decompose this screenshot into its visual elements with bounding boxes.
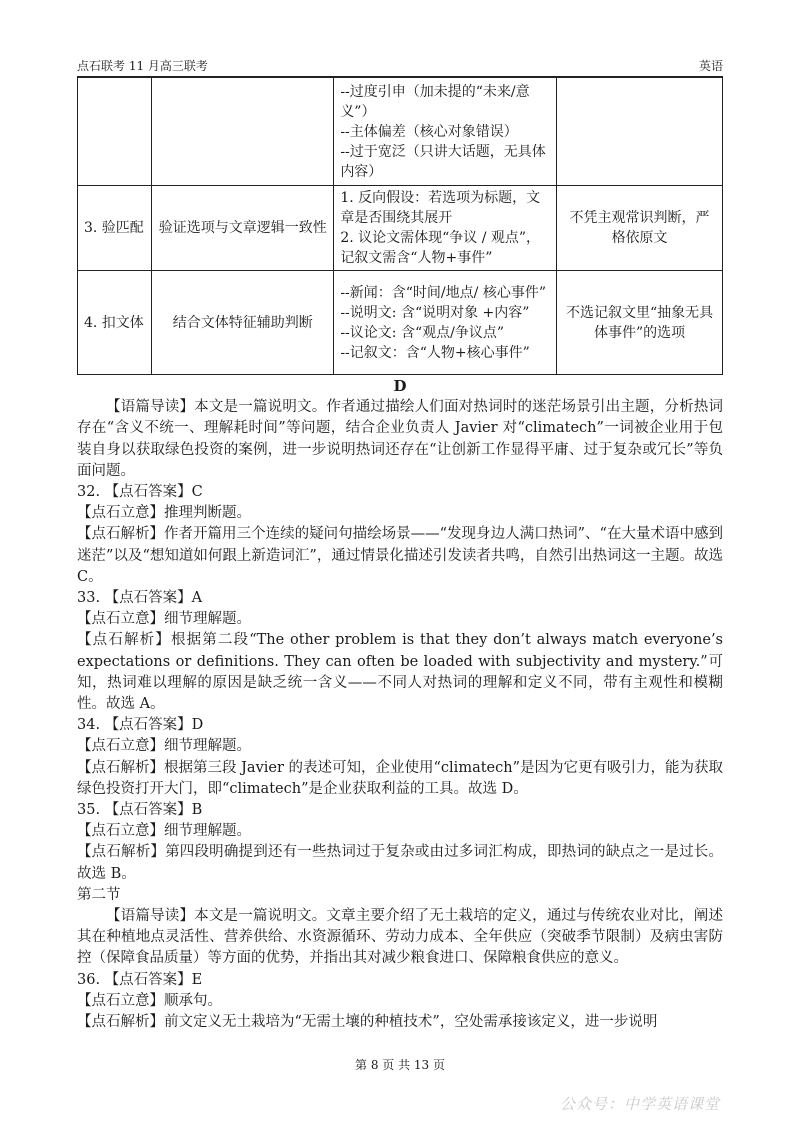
method-line: --记叙文：含“人物+核心事件” xyxy=(340,344,530,361)
method-line: 2. 议论文需体现“争议 / 观点”，记叙文需含“人物+事件” xyxy=(340,230,541,266)
section-heading-2: 第二节 xyxy=(77,886,121,903)
header-subject: 英语 xyxy=(698,59,723,73)
q36-explanation: 【点石解析】前文定义无土栽培为“无需土壤的种植技术”，空处需承接该定义，进一步说明 xyxy=(77,1014,658,1031)
method-line: --过于宽泛（只讲大话题，无具体内容） xyxy=(340,143,546,180)
table-cell-step: 3. 验匹配 xyxy=(78,186,152,271)
table-row xyxy=(78,271,723,375)
table-cell-method xyxy=(334,78,557,186)
q34-type: 【点石立意】细节理解题。 xyxy=(77,738,251,755)
table-cell-purpose: 结合文体特征辅助判断 xyxy=(152,271,334,375)
q33-answer: 33. 【点石答案】A xyxy=(77,590,203,607)
table-row xyxy=(78,186,723,271)
q36-type: 【点石立意】顺承句。 xyxy=(77,992,222,1009)
q36-answer: 36. 【点石答案】E xyxy=(77,971,203,988)
passage-guide-d: 【语篇导读】本文是一篇说明文。作者通过描绘人们面对热词时的迷茫场景引出主题，分析热词存在“含义不统一、理解耗时间”等问题，结合企业负责人 Javier 对“climatech”一词被企业用于包装自身以获取绿色投资的案例，进一步说明热词还存在“让创新工作显得平庸、过于复杂或冗长”等负面问题。 xyxy=(77,399,723,479)
table-row xyxy=(78,78,723,186)
method-line: --新闻：含“时间/地点/ 核心事件” xyxy=(340,284,546,301)
header-exam-title: 点石联考 11 月高三联考 xyxy=(77,59,208,73)
table-cell-note: 不凭主观常识判断，严格依原文 xyxy=(557,186,723,271)
strategy-table xyxy=(77,77,723,375)
table-cell-step xyxy=(78,78,152,186)
table-cell-note xyxy=(557,78,723,186)
q32-type: 【点石立意】推理判断题。 xyxy=(77,505,251,522)
q33-type: 【点石立意】细节理解题。 xyxy=(77,611,251,628)
q34-explanation: 【点石解析】根据第三段 Javier 的表述可知，企业使用“climatech”是因为它更有吸引力，能为获取绿色投资打开大门，即“climatech”是企业获取利益的工具。故选 D。 xyxy=(77,759,723,797)
watermark: 公众号：中学英语课堂 xyxy=(560,1095,721,1113)
table-cell-step: 4. 扣文体 xyxy=(78,271,152,375)
q35-answer: 35. 【点石答案】B xyxy=(77,802,203,819)
passage-guide-2: 【语篇导读】本文是一篇说明文。文章主要介绍了无土栽培的定义，通过与传统农业对比，阐述其在种植地点灵活性、营养供给、水资源循环、劳动力成本、全年供应（突破季节限制）及病虫害防控（保障食品质量）等方面的优势，并指出其对减少粮食进口、保障粮食供应的意义。 xyxy=(77,908,723,967)
table-cell-purpose: 验证选项与文章逻辑一致性 xyxy=(152,186,334,271)
q33-explanation: 【点石解析】根据第二段“The other problem is that they don’t always match everyone’s expectations or definitions. They can often be loaded with subjectivity and mystery.”可知，热词难以理解的原因是缺乏统一含义——不同人对热词的理解和定义不同，带有主观性和模糊性。故选 A。 xyxy=(77,632,723,713)
table-cell-note: 不选记叙文里“抽象无具体事件”的选项 xyxy=(557,271,723,375)
table-cell-method xyxy=(334,271,557,375)
page-header xyxy=(77,58,723,77)
q32-answer: 32. 【点石答案】C xyxy=(77,484,203,501)
method-line: --说明文: 含“说明对象 +内容” xyxy=(340,304,530,321)
method-line: --过度引申（加未提的“未来/意义”） xyxy=(340,83,530,120)
page-number: 第 8 页 共 13 页 xyxy=(355,1058,445,1072)
q34-answer: 34. 【点石答案】D xyxy=(77,717,204,734)
q32-explanation: 【点石解析】作者开篇用三个连续的疑问句描绘场景——“发现身边人满口热词”、“在大量术语中感到迷茫”以及“想知道如何跟上新造词汇”，通过情景化描述引发读者共鸣，自然引出热词这一主题。故选 C。 xyxy=(77,526,723,585)
table-cell-method xyxy=(334,186,557,271)
answer-body xyxy=(77,376,723,1033)
q35-type: 【点石立意】细节理解题。 xyxy=(77,823,251,840)
method-line: 1. 反向假设：若选项为标题，文章是否围绕其展开 xyxy=(340,190,541,226)
method-line: --议论文: 含“观点/争议点” xyxy=(340,324,504,341)
table-cell-purpose xyxy=(152,78,334,186)
q35-explanation: 【点石解析】第四段明确提到还有一些热词过于复杂或由过多词汇构成，即热词的缺点之一是过长。故选 B。 xyxy=(77,844,723,882)
method-line: --主体偏差（核心对象错误） xyxy=(340,123,518,140)
section-heading-d: D xyxy=(393,377,407,395)
